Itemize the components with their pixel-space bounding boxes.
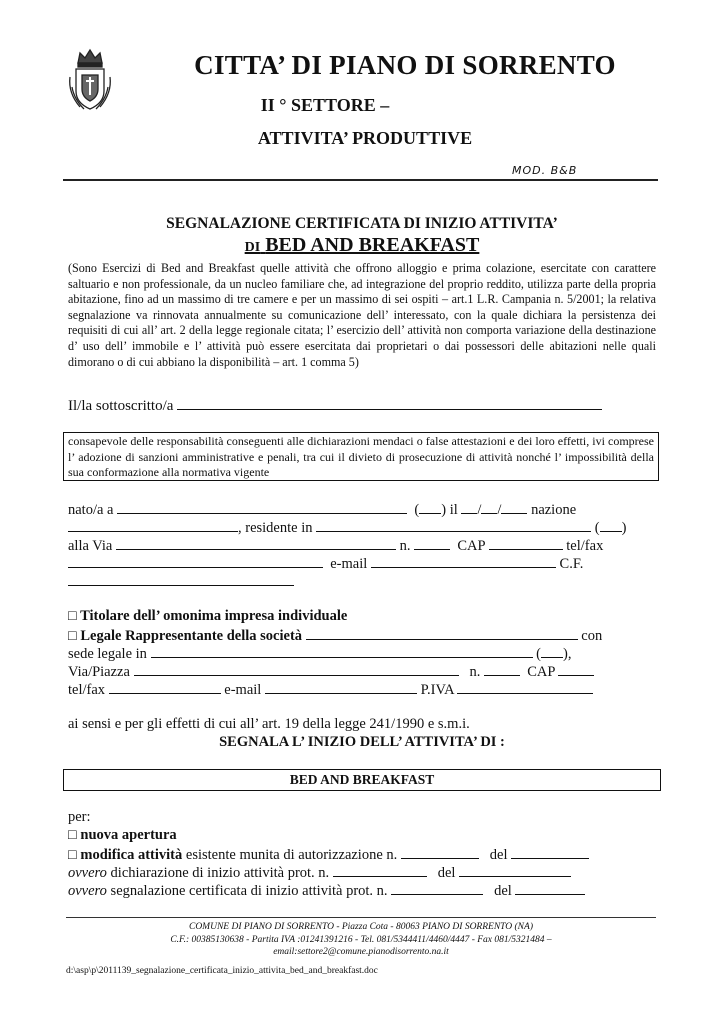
or-label-2: ovvero <box>68 883 107 899</box>
modify-date-label: del <box>489 847 508 863</box>
declares-heading: SEGNALA L’ INIZIO DELL’ ATTIVITA’ DI : <box>219 734 505 750</box>
law-reference: ai sensi e per gli effetti di cui all’ art. 19 della legge 241/1990 e s.m.i. <box>68 716 470 732</box>
email-field[interactable] <box>371 554 556 568</box>
scia-protocol-field[interactable] <box>391 881 483 895</box>
company-cap-label: CAP <box>527 664 555 680</box>
cap-field[interactable] <box>489 536 563 550</box>
activity-box: BED AND BREAKFAST <box>63 769 661 791</box>
dia-date-label: del <box>437 865 456 881</box>
department-title: ATTIVITA’ PRODUTTIVE <box>257 128 473 148</box>
cap-label: CAP <box>457 538 486 554</box>
awareness-box: consapevole delle responsabilità conseguenti alle dichiarazioni mendaci o false attestazioni e dei loro effetti, ivi comprese l’ adozione di sanzioni amministrative e penali, tra cui il divieto di prosecuzione di attività nonché l’ impossibilità della sua conformazione alla normativa vigente <box>63 432 659 481</box>
modify-option[interactable]: □ modifica attività <box>68 847 183 863</box>
prov-close: ) <box>441 502 447 518</box>
number-label: n. <box>399 538 411 554</box>
company-number-label: n. <box>469 664 481 680</box>
company-cap-field[interactable] <box>558 662 594 676</box>
resident-label: , residente in <box>238 520 313 536</box>
prov-open-3: ( <box>536 646 542 662</box>
address-row <box>68 536 603 555</box>
for-label: per: <box>68 809 91 825</box>
registered-office-row <box>68 644 571 663</box>
date-sep-1: / <box>477 502 482 518</box>
undersigned-label: Il/la sottoscritto/a <box>68 398 174 414</box>
document-subtitle <box>60 234 664 257</box>
born-label: nato/a a <box>68 502 114 518</box>
or1-row <box>68 863 571 882</box>
birth-place-field[interactable] <box>117 500 407 514</box>
email-label: e-mail <box>330 556 368 572</box>
company-address-row <box>68 662 594 681</box>
date-sep-2: / <box>497 502 502 518</box>
header-divider <box>63 179 658 181</box>
city-crest-icon <box>66 47 114 113</box>
via-piazza-label: Via/Piazza <box>68 664 130 680</box>
company-street-field[interactable] <box>134 662 459 676</box>
nation-label: nazione <box>531 502 577 518</box>
company-number-field[interactable] <box>484 662 520 676</box>
legal-rep-option[interactable]: □ Legale Rappresentante della società <box>68 628 303 644</box>
modify-label: esistente munita di autorizzazione n. <box>185 847 398 863</box>
telfax-field[interactable] <box>68 554 323 568</box>
piva-label: P.IVA <box>420 682 454 698</box>
prov-close-2: ) <box>621 520 627 536</box>
telfax-label: tel/fax <box>566 538 604 554</box>
footer-line-1: COMUNE DI PIANO DI SORRENTO - Piazza Cota - 80063 PIANO DI SORRENTO (NA) <box>188 922 533 932</box>
prov-open: ( <box>414 502 420 518</box>
company-telfax-field[interactable] <box>109 680 221 694</box>
dia-date-field[interactable] <box>459 863 571 877</box>
dia-protocol-field[interactable] <box>333 863 427 877</box>
footer-divider <box>66 917 656 918</box>
new-opening-option[interactable]: □ nuova apertura <box>68 827 177 843</box>
company-contact-row <box>68 680 593 699</box>
file-path: d:\asp\p\2011139_segnalazione_certificata_inizio_attivita_bed_and_breakfast.doc <box>66 966 378 976</box>
piva-field[interactable] <box>457 680 593 694</box>
cf-row <box>68 572 294 591</box>
dia-label: dichiarazione di inizio attività prot. n. <box>110 865 330 881</box>
scia-label: segnalazione certificata di inizio attività prot. n. <box>110 883 388 899</box>
modify-row <box>68 845 589 864</box>
undersigned-field[interactable] <box>177 396 602 410</box>
residence-row <box>68 518 626 537</box>
residence-field[interactable] <box>316 518 591 532</box>
company-telfax-label: tel/fax <box>68 682 106 698</box>
registered-office-label: sede legale in <box>68 646 147 662</box>
street-label: alla Via <box>68 538 113 554</box>
birth-row <box>68 500 576 519</box>
or-label-1: ovvero <box>68 865 107 881</box>
on-label: il <box>449 502 458 518</box>
subtitle-main: BED AND BREAKFAST <box>265 234 480 256</box>
nation-field[interactable] <box>68 518 238 532</box>
company-name-field[interactable] <box>306 626 578 640</box>
document-title: SEGNALAZIONE CERTIFICATA DI INIZIO ATTIVITA’ <box>166 215 558 232</box>
company-email-field[interactable] <box>265 680 417 694</box>
authorization-date-field[interactable] <box>511 845 589 859</box>
street-field[interactable] <box>116 536 396 550</box>
birth-year-field[interactable] <box>501 500 527 514</box>
prov-open-2: ( <box>594 520 600 536</box>
registered-office-field[interactable] <box>151 644 533 658</box>
subtitle-di: DI <box>244 240 261 255</box>
birth-day-field[interactable] <box>461 500 477 514</box>
authorization-number-field[interactable] <box>401 845 479 859</box>
company-email-label: e-mail <box>224 682 262 698</box>
office-province-field[interactable] <box>541 644 563 658</box>
prov-end: ), <box>563 646 572 662</box>
residence-province-field[interactable] <box>600 518 622 532</box>
model-code: MOD. B&B <box>512 164 578 177</box>
owner-option[interactable]: □ Titolare dell’ omonima impresa individuale <box>68 608 348 624</box>
scia-date-field[interactable] <box>515 881 585 895</box>
or2-row <box>68 881 585 900</box>
scia-date-label: del <box>494 883 512 899</box>
contact-row <box>68 554 583 573</box>
cf-label: C.F. <box>559 556 584 572</box>
undersigned-row <box>68 396 602 415</box>
footer-contact <box>66 921 656 959</box>
sector-title: II ° SETTORE – <box>260 95 390 115</box>
city-title: CITTA’ DI PIANO DI SORRENTO <box>194 50 616 80</box>
legal-rep-row <box>68 626 602 645</box>
birth-province-field[interactable] <box>419 500 441 514</box>
footer-line-3: email:settore2@comune.pianodisorrento.na.it <box>273 947 449 957</box>
birth-month-field[interactable] <box>481 500 497 514</box>
with-label: con <box>581 628 603 644</box>
description-paragraph: (Sono Esercizi di Bed and Breakfast quelle attività che offrono alloggio e prima colazione, esercitate con carattere saltuario e non professionale, da un nucleo familiare che, ad integrazione del proprio reddito, utilizza parte della propria abitazione, fino ad un massimo di tre camere e per un massimo di sei ospiti – art.1 L.R. Campania n. 5/2001; la relativa segnalazione va rinnovata annualmente su comunicazione dell’ interessato, con la quale dichiara la persistenza dei requisiti di cui all’ art. 2 della legge regionale citata; l’ esercizio dell’ attività non comporta variazione della destinazione d’ uso dell’ immobile e l’ attività può essere esercitata dai proprietari o dai possessori delle abitazioni nelle quali dimorano o di cui abbiano la disponibilità – art. 1 comma 5) <box>68 261 656 369</box>
number-field[interactable] <box>414 536 450 550</box>
cf-field[interactable] <box>68 572 294 586</box>
footer-line-2: C.F.: 00385130638 - Partita IVA :01241391216 - Tel. 081/5344411/4460/4447 - Fax 081/5321484 – <box>170 934 552 945</box>
